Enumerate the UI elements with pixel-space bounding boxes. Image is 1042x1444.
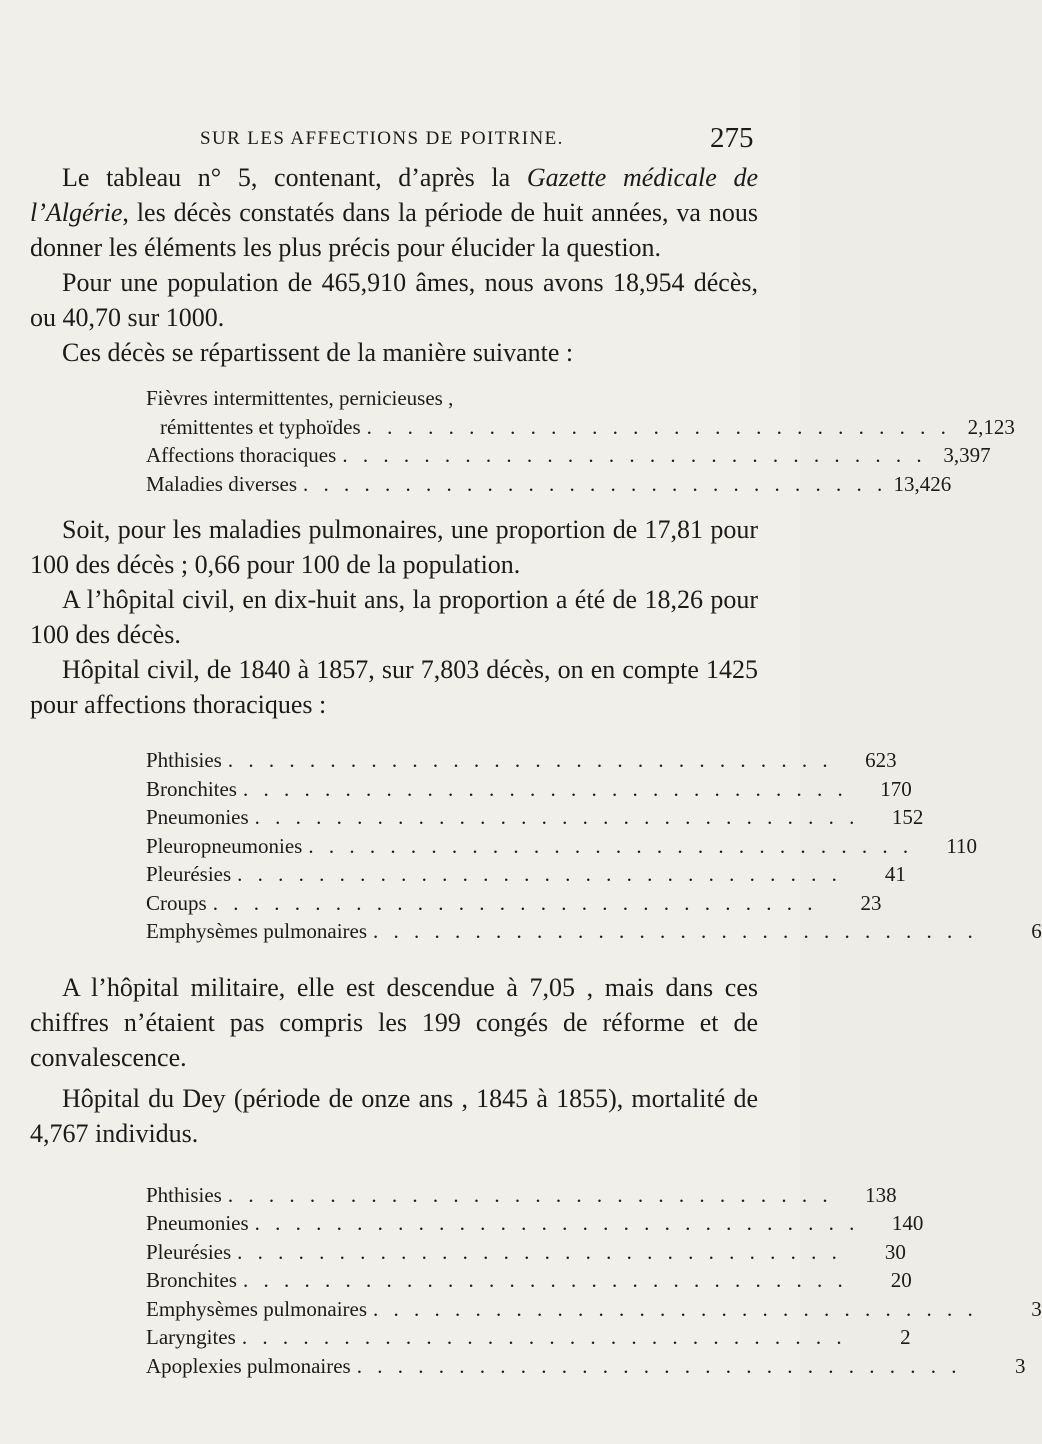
paragraph-6: Hôpital civil, de 1840 à 1857, sur 7,803 décès, on en compte 1425 pour affections thoraciques : [30,655,758,719]
table-row-value: 23 [860,890,882,915]
table-row-label: Bronchites [146,1268,237,1292]
table-dey-hospital [146,1181,1042,1381]
table-row-label: Phthisies [146,748,222,772]
table-row [146,746,897,775]
table-row-label: Croups [146,890,207,915]
paragraph-8: Hôpital du Dey (période de onze ans , 1845 à 1855), mortalité de 4,767 individus. [30,1083,758,1148]
paragraph-5: A l’hôpital civil, en dix-huit ans, la proportion a été de 18,26 pour 100 des décès. [30,585,758,649]
table-row [146,413,1015,442]
leader-dots: . . . . . . . . . . . . . . . . . . . . . . . . . . . . . . [227,1182,833,1207]
table-row [146,1209,924,1238]
paragraph-1-text-a: Le tableau n° 5, contenant, d’après la [62,163,527,192]
table-row-value: 110 [946,833,978,858]
table-row-value: 138 [865,1182,897,1207]
table-row [146,1352,1026,1381]
table-row-label: Maladies diverses [146,471,298,496]
leader-dots: . . . . . . . . . . . . . . . . . . . . . . . . . . . . . [342,443,927,467]
table-row-value: 140 [891,1211,924,1235]
table-row-label: Bronchites [146,776,237,801]
paragraph-1 [30,160,758,265]
table-row [146,917,1042,946]
table-row-label: Apoplexies pulmonaires [146,1353,351,1378]
table-row-label: rémittentes et typhoïdes [160,414,361,439]
leader-dots: . . . . . . . . . . . . . . . . . . . . . . . . . . . . . . [241,1325,847,1349]
leader-dots: . . . . . . . . . . . . . . . . . . . . . . . . . . . . . . [373,1296,978,1321]
table-row [146,441,991,470]
table-row-value: 20 [890,1268,912,1292]
table-row-value: 30 [884,1239,906,1264]
leader-dots: . . . . . . . . . . . . . . . . . . . . . . . . . . . . . . [373,919,978,943]
table-row [146,1181,897,1210]
table-row-label: Pneumonies [146,1211,249,1235]
page-body [30,160,1042,1380]
table-row-value: 170 [880,776,912,801]
table-row-value: 623 [865,748,897,772]
page-number: 275 [710,122,754,154]
table-row [146,775,912,804]
leader-dots: . . . . . . . . . . . . . . . . . . . . . . . . . . . . . . [237,862,842,886]
table-mortality-causes [146,384,1015,498]
table-row [146,384,676,413]
leader-dots: . . . . . . . . . . . . . . . . . . . . . . . . . . . . . . [356,1353,962,1378]
table-row-label: Fièvres intermittentes, pernicieuses , [146,386,454,410]
paragraph-1-text-b: , les décès constatés dans la période de huit années, va nous donner les éléments les plus précis pour élucider la question. [30,198,758,262]
paragraph-1-italic: Gazette médicale de l’Algérie [30,163,759,227]
table-row [146,470,952,499]
leader-dots: . . . . . . . . . . . . . . . . . . . . . . . . . . . . . . [308,833,914,858]
page-header [0,122,760,156]
leader-dots: . . . . . . . . . . . . . . . . . . . . . . . . . . . . . . [242,1268,848,1292]
table-row-label: Pleurésies [146,1239,232,1264]
table-row-label: Emphysèmes pulmonaires [146,1296,368,1321]
table-row-label: Pleurésies [146,862,232,886]
leader-dots: . . . . . . . . . . . . . . . . . . . . . . . . . . . . . [366,414,951,439]
table-row-label: Emphysèmes pulmonaires [146,919,368,943]
table-row-value: 152 [891,805,924,829]
table-row-label: Pneumonies [146,805,249,829]
table-row-value: 6 [1031,919,1042,943]
table-row [146,1238,906,1267]
table-row-label: Laryngites [146,1325,236,1349]
table-row-label: Pleuropneumonies [146,833,303,858]
table-row-value: 13,426 [893,471,952,496]
leader-dots: . . . . . . . . . . . . . . . . . . . . . . . . . . . . . [303,471,888,496]
table-civil-hospital [146,746,1042,946]
table-row [146,1295,1042,1324]
table-row [146,860,906,889]
paragraph-3: Ces décès se répartissent de la manière suivante : [62,338,574,367]
table-row-value: 3 [1031,1296,1042,1321]
leader-dots: . . . . . . . . . . . . . . . . . . . . . . . . . . . . . . [237,1239,842,1264]
running-title: SUR LES AFFECTIONS DE POITRINE. [200,128,564,149]
table-row-value: 41 [884,862,906,886]
table-row-value: 2,123 [967,414,1015,439]
paragraph-2: Pour une population de 465,910 âmes, nous avons 18,954 décès, ou 40,70 sur 1000. [30,268,758,332]
table-row [146,803,924,832]
paragraph-7: A l’hôpital militaire, elle est descendue à 7,05 , mais dans ces chiffres n’étaient pas compris les 199 congés de réforme et de convalescence. [30,972,758,1072]
table-row [146,832,978,861]
leader-dots: . . . . . . . . . . . . . . . . . . . . . . . . . . . . . . [227,748,833,772]
leader-dots: . . . . . . . . . . . . . . . . . . . . . . . . . . . . . . [254,1211,860,1235]
table-row-label: Affections thoraciques [146,443,337,467]
table-row-value: 2 [900,1325,911,1349]
paragraph-4: Soit, pour les maladies pulmonaires, une proportion de 17,81 pour 100 des décès ; 0,66 pour 100 de la population. [30,515,758,579]
table-row-value: 3 [1014,1353,1026,1378]
table-row-value: 3,397 [943,443,991,467]
leader-dots: . . . . . . . . . . . . . . . . . . . . . . . . . . . . . . [254,805,860,829]
table-row-label: Phthisies [146,1182,222,1207]
table-row [146,1266,912,1295]
leader-dots: . . . . . . . . . . . . . . . . . . . . . . . . . . . . . . [242,776,848,801]
table-row [146,889,882,918]
leader-dots: . . . . . . . . . . . . . . . . . . . . . . . . . . . . . . [212,890,818,915]
table-row [146,1323,911,1352]
